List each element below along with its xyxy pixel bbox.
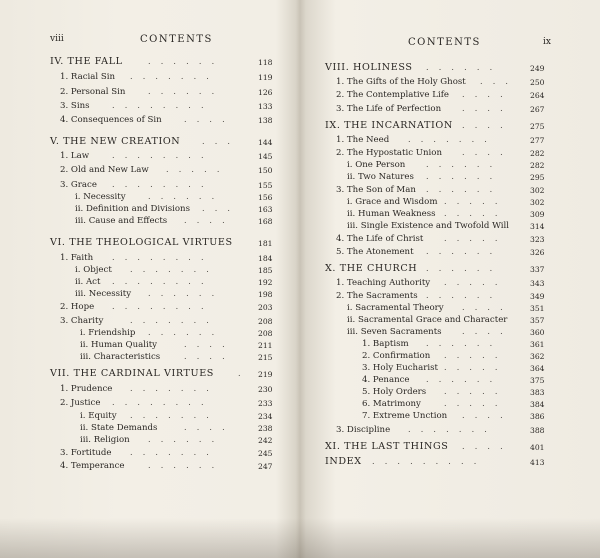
toc-page-number: 267 [530, 105, 545, 114]
dot-leader: . . . . . [444, 399, 498, 408]
toc-page-number: 145 [258, 152, 273, 161]
toc-page-number: 401 [530, 443, 545, 452]
toc-entry: 3. Charity [60, 316, 104, 326]
toc-entry: 5. Holy Orders [362, 387, 427, 397]
toc-section-heading: X. THE CHURCH [325, 263, 418, 274]
dot-leader: . . . . . . . [408, 135, 487, 144]
dot-leader: . . . [202, 204, 230, 213]
dot-leader: . . . . [462, 303, 503, 312]
dot-leader: . . . . [462, 121, 503, 130]
toc-entry: i. Object [75, 265, 112, 275]
toc-entry: 1. Prudence [60, 384, 113, 394]
dot-leader: . . . . . [444, 234, 498, 243]
toc-page-number: 138 [258, 116, 273, 125]
dot-leader: . . . . . . . [130, 411, 209, 420]
toc-page-number: 302 [530, 198, 545, 207]
toc-page-number: 360 [530, 328, 545, 337]
toc-page-number: 337 [530, 265, 545, 274]
toc-page-number: 247 [258, 462, 273, 471]
dot-leader: . . . . [184, 423, 225, 432]
toc-page-number: 277 [530, 136, 545, 145]
dot-leader: . . . [202, 137, 230, 146]
toc-entry: 2. Old and New Law [60, 165, 149, 175]
toc-entry: i. Equity [80, 411, 117, 421]
dot-leader: . . . . . [444, 351, 498, 360]
dot-leader: . . . . [184, 115, 225, 124]
toc-page-number: 126 [258, 88, 273, 97]
dot-leader: . . . . [462, 104, 503, 113]
dot-leader: . . . . [184, 340, 225, 349]
toc-page-number: 364 [530, 364, 545, 373]
dot-leader: . . . . [462, 90, 503, 99]
toc-page-number: 282 [530, 149, 545, 158]
toc-page-number: 362 [530, 352, 545, 361]
toc-entry: 2. Hope [60, 302, 95, 312]
dot-leader: . . . . . . [148, 289, 215, 298]
toc-page-number: 309 [530, 210, 545, 219]
toc-page-number: 326 [530, 248, 545, 257]
toc-entry: 3. The Life of Perfection [336, 104, 442, 114]
toc-page-number: 185 [258, 266, 273, 275]
toc-page-number: 302 [530, 186, 545, 195]
toc-entry: 5. The Atonement [336, 247, 414, 257]
toc-page-number: 314 [530, 222, 545, 231]
toc-page-number: 181 [258, 239, 273, 248]
toc-page-number: 234 [258, 412, 273, 421]
dot-leader: . . . . . . [426, 172, 493, 181]
dot-leader: . . . . . . . . . [372, 457, 477, 466]
dot-leader: . . . . . . [148, 87, 215, 96]
toc-page-number: 242 [258, 436, 273, 445]
running-head-left: CONTENTS [140, 34, 213, 45]
toc-page-number: 375 [530, 376, 545, 385]
toc-entry: i. Necessity [75, 192, 126, 202]
dot-leader: . . . . . [444, 387, 498, 396]
toc-section-heading: VI. THE THEOLOGICAL VIRTUES [50, 237, 233, 248]
toc-page-number: 198 [258, 290, 273, 299]
dot-leader: . . . . . . . . [112, 101, 204, 110]
dot-leader: . . . . . . [426, 339, 493, 348]
toc-page-number: 184 [258, 254, 273, 263]
dot-leader: . . . . . . . . [112, 151, 204, 160]
toc-entry: 3. The Son of Man [336, 185, 416, 195]
dot-leader: . . . . . . [148, 192, 215, 201]
bottom-shadow [0, 518, 600, 558]
dot-leader: . . . . . . . . [112, 180, 204, 189]
toc-entry: 2. Confirmation [362, 351, 431, 361]
toc-page-number: 208 [258, 317, 273, 326]
toc-page-number: 413 [530, 458, 545, 467]
dot-leader: . . . . . . [148, 57, 215, 66]
dot-leader: . . . . . . . . [112, 253, 204, 262]
toc-section-heading: IX. THE INCARNATION [325, 120, 453, 131]
toc-entry: 1. Racial Sin [60, 72, 116, 82]
dot-leader: . . . . . . [148, 461, 215, 470]
toc-page-number: 163 [258, 205, 273, 214]
dot-leader: . . . . . . [426, 291, 493, 300]
toc-section-heading: VIII. HOLINESS [325, 62, 413, 73]
dot-leader: . . . . . . [148, 435, 215, 444]
dot-leader: . . . . . . [426, 160, 493, 169]
toc-entry: 1. Baptism [362, 339, 409, 349]
toc-entry: 2. The Hypostatic Union [336, 148, 443, 158]
toc-section-heading: INDEX [325, 456, 362, 467]
toc-page-number: 156 [258, 193, 273, 202]
dot-leader: . . . . [184, 216, 225, 225]
toc-page-number: 249 [530, 64, 545, 73]
toc-page-number: 388 [530, 426, 545, 435]
toc-page-number: 155 [258, 181, 273, 190]
toc-entry: ii. Sacramental Grace and Character [347, 315, 508, 325]
toc-page-number: 383 [530, 388, 545, 397]
toc-entry: 3. Holy Eucharist [362, 363, 438, 373]
dot-leader: . . . . . . . [408, 425, 487, 434]
dot-leader: . . . . [462, 327, 503, 336]
toc-page-number: 349 [530, 292, 545, 301]
dot-leader: . . . . . [166, 165, 220, 174]
dot-leader: . . . [480, 77, 508, 86]
dot-leader: . . . . . . . . [112, 302, 204, 311]
dot-leader: . . . . [462, 442, 503, 451]
toc-page-number: 118 [258, 58, 273, 67]
toc-page-number: 144 [258, 138, 273, 147]
toc-entry: 6. Matrimony [362, 399, 421, 409]
toc-page-number: 208 [258, 329, 273, 338]
dot-leader: . . . . . . [426, 264, 493, 273]
toc-page-number: 133 [258, 102, 273, 111]
toc-entry: 2. Justice [60, 398, 101, 408]
toc-entry: 4. Penance [362, 375, 410, 385]
dot-leader: . [238, 369, 241, 378]
dot-leader: . . . . . [444, 209, 498, 218]
running-head-right: CONTENTS [408, 37, 481, 48]
right-page [300, 0, 600, 558]
toc-page-number: 168 [258, 217, 273, 226]
toc-entry: 1. The Need [336, 135, 390, 145]
toc-section-heading: IV. THE FALL [50, 56, 123, 67]
toc-entry: i. Sacramental Theory [347, 303, 444, 313]
left-page [0, 0, 295, 558]
toc-entry: 1. Law [60, 151, 90, 161]
dot-leader: . . . . . [444, 363, 498, 372]
toc-entry: ii. Act [75, 277, 101, 287]
toc-entry: 7. Extreme Unction [362, 411, 448, 421]
toc-entry: iii. Necessity [75, 289, 132, 299]
toc-entry: 2. The Contemplative Life [336, 90, 449, 100]
toc-entry: 4. Consequences of Sin [60, 115, 162, 125]
toc-page-number: 238 [258, 424, 273, 433]
toc-page-number: 233 [258, 399, 273, 408]
dot-leader: . . . . . . [148, 328, 215, 337]
toc-section-heading: V. THE NEW CREATION [50, 136, 181, 147]
toc-page-number: 357 [530, 316, 545, 325]
toc-entry: ii. State Demands [80, 423, 158, 433]
toc-page-number: 361 [530, 340, 545, 349]
toc-page-number: 150 [258, 166, 273, 175]
page-number-right: ix [543, 37, 551, 47]
dot-leader: . . . . . . . [130, 265, 209, 274]
toc-page-number: 250 [530, 78, 545, 87]
dot-leader: . . . . [462, 148, 503, 157]
toc-page-number: 215 [258, 353, 273, 362]
toc-page-number: 203 [258, 303, 273, 312]
toc-entry: 3. Sins [60, 101, 90, 111]
toc-page-number: 386 [530, 412, 545, 421]
toc-entry: ii. Human Quality [80, 340, 158, 350]
toc-section-heading: VII. THE CARDINAL VIRTUES [50, 368, 214, 379]
dot-leader: . . . . [462, 411, 503, 420]
toc-page-number: 211 [258, 341, 273, 350]
toc-entry: iii. Characteristics [80, 352, 161, 362]
toc-page-number: 192 [258, 278, 273, 287]
toc-entry: 1. Faith [60, 253, 94, 263]
toc-section-heading: XI. THE LAST THINGS [325, 441, 449, 452]
toc-entry: 2. Personal Sin [60, 87, 126, 97]
toc-page-number: 384 [530, 400, 545, 409]
toc-page-number: 219 [258, 370, 273, 379]
toc-entry: i. Grace and Wisdom [347, 197, 438, 207]
toc-entry: ii. Two Natures [347, 172, 414, 182]
toc-entry: 1. The Gifts of the Holy Ghost [336, 77, 466, 87]
toc-page-number: 245 [258, 449, 273, 458]
dot-leader: . . . . . . [426, 63, 493, 72]
dot-leader: . . . . . . . . [112, 277, 204, 286]
toc-entry: ii. Human Weakness [347, 209, 436, 219]
toc-entry: 3. Discipline [336, 425, 391, 435]
toc-page-number: 323 [530, 235, 545, 244]
toc-entry: iii. Seven Sacraments [347, 327, 442, 337]
dot-leader: . . . . [184, 352, 225, 361]
toc-entry: i. Friendship [80, 328, 136, 338]
dot-leader: . . . . . . . [130, 448, 209, 457]
dot-leader: . . . . . . [426, 185, 493, 194]
dot-leader: . . . . . . . [130, 384, 209, 393]
toc-entry: iii. Cause and Effects [75, 216, 168, 226]
dot-leader: . . . . . . . [130, 316, 209, 325]
dot-leader: . . . . . [444, 197, 498, 206]
dot-leader: . . . . . . . . [112, 398, 204, 407]
page-number-left: viii [50, 34, 64, 44]
toc-page-number: 343 [530, 279, 545, 288]
dot-leader: . . . . . . [426, 375, 493, 384]
toc-entry: 3. Grace [60, 180, 97, 190]
toc-page-number: 351 [530, 304, 545, 313]
toc-entry: iii. Religion [80, 435, 130, 445]
toc-page-number: 119 [258, 73, 273, 82]
toc-entry: 1. Teaching Authority [336, 278, 431, 288]
toc-page-number: 275 [530, 122, 545, 131]
toc-page-number: 282 [530, 161, 545, 170]
dot-leader: . . . . . [444, 278, 498, 287]
toc-entry: 2. The Sacraments [336, 291, 418, 301]
toc-entry: 4. Temperance [60, 461, 125, 471]
toc-entry: iii. Single Existence and Twofold Will [347, 221, 510, 231]
dot-leader: . . . . . . . [130, 72, 209, 81]
toc-page-number: 230 [258, 385, 273, 394]
toc-entry: 3. Fortitude [60, 448, 112, 458]
toc-entry: 4. The Life of Christ [336, 234, 424, 244]
toc-page-number: 295 [530, 173, 545, 182]
toc-page-number: 264 [530, 91, 545, 100]
toc-entry: ii. Definition and Divisions [75, 204, 191, 214]
dot-leader: . . . . . . [426, 247, 493, 256]
toc-entry: i. One Person [347, 160, 406, 170]
